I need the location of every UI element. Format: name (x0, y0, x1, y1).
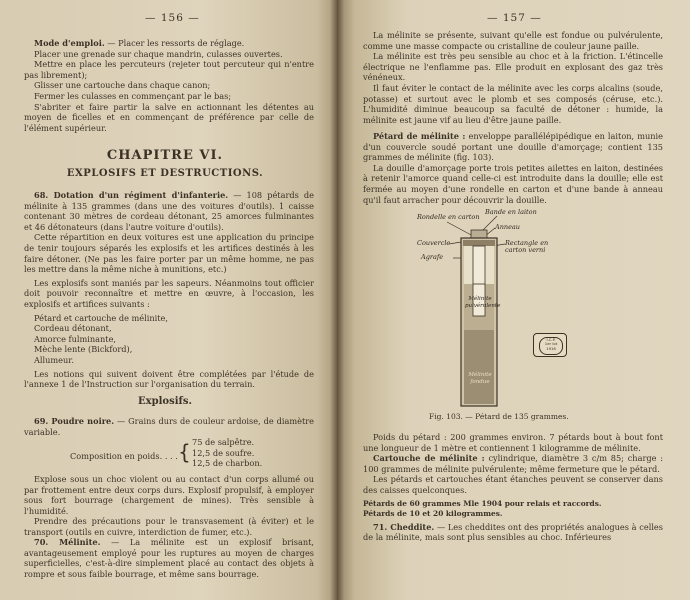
section-70-title: 70. Mélinite. (34, 537, 101, 547)
petard-text2: La douille d'amorçage porte trois petites ailettes en laiton, destinées à retenir l'amorce quand celle-ci est introduite dans la douille; elle est fermée au moyen d'une rondelle en carton et d'une bande à anneau qu'il faut arracher pour découvrir la douille. (363, 162, 663, 205)
section-68-text: — 108 pétards de mélinite à 135 grammes (dans une des voitures d'outils). 1 caisse contenant 30 mètres de cordeau détonant, 25 amorces fulminantes et 46 détonateurs (dans l'autre voiture d'outils). (24, 190, 314, 232)
label-pulverulente: Mélinite pulvérulente (465, 296, 501, 309)
section-69-text: — Grains durs de couleur ardoise, de diamètre variable. (24, 416, 314, 437)
paragraph: La mélinite est très peu sensible au choc et à la friction. L'étincelle électrique ne l'enflamme pas. Elle produit en explosant des gaz très vénéneux. (363, 51, 663, 83)
section-68 (24, 190, 314, 390)
mode-emploi-line: S'abriter et faire partir la salve en actionnant les détentes au moyen de ficelles et en commençant de préférence par celle de l'élément supérieur. (24, 101, 314, 133)
inspection-stamp (533, 333, 567, 357)
stamp-line: 1er lot (544, 341, 558, 347)
section-69 (24, 416, 314, 437)
section-70 (24, 537, 314, 579)
mode-emploi-line: Placer une grenade sur chaque mandrin, culasses ouvertes. (34, 48, 283, 59)
small-note: Pétards de 10 et 20 kilogrammes. (363, 508, 503, 518)
melinite-intro (363, 30, 663, 125)
list-item: Allumeur. (34, 354, 74, 365)
section-69-title: 69. Poudre noire. (34, 416, 115, 426)
cartouche-title: Cartouche de mélinite : (373, 453, 485, 464)
label-rectangle: Rectangle en carton verni (505, 239, 549, 254)
mode-emploi-line: — Placer les ressorts de réglage. (107, 38, 245, 48)
section-68-text3: Les explosifs sont maniés par les sapeurs. Néanmoins tout officier doit pouvoir reconnaître et mettre en œuvre, à l'occasion, les explosifs et artifices suivants : (24, 277, 314, 309)
composition-item: 12,5 de soufre. (192, 447, 255, 458)
composition-label: Composition en poids. . . . (70, 451, 178, 461)
label-fondue: Mélinite fondue (468, 372, 492, 385)
stamp-line: 1916 (546, 345, 556, 351)
section-71-text: — Les cheddites ont des propriétés analogues à celles de la mélinite, mais sont plus sensibles au choc. Inférieures (363, 521, 663, 543)
poids-section (363, 432, 663, 543)
stamp-line: I.C.P. (546, 337, 556, 342)
chapter-title: CHAPITRE VI. (106, 148, 224, 163)
page-number: — 156 — (145, 12, 200, 24)
mode-emploi-title: Mode d'emploi. (34, 38, 105, 48)
section-68-text4: Les notions qui suivent doivent être complétées par l'étude de l'annexe 1 de l'Instruction sur l'organisation du terrain. (24, 368, 314, 390)
mode-emploi-line: Fermer les culasses en commençant par le bas; (34, 90, 232, 101)
section-69-text3: Prendre des précautions pour le transvasement (à éviter) et le transport (outils en cuivre, interdiction de fumer, etc.). (24, 516, 314, 537)
label-bande: Bande en laiton (485, 208, 537, 216)
petard-title: Pétard de mélinite : (373, 131, 466, 141)
paragraph: La mélinite se présente, suivant qu'elle est fondue ou pulvérulente, comme une masse compacte ou cristalline de couleur jaune paille. (363, 30, 663, 51)
section-68-text2: Cette répartition en deux voitures est une application du principe de tenir toujours séparés les explosifs et les artifices destinés à les faire détoner. (Ne pas les faire porter par un même homme, ne pas les mettre dans la même niche à munitions, etc.) (24, 232, 314, 275)
composition-list (192, 437, 262, 469)
mode-emploi-section (24, 38, 314, 133)
composition-brace: { (178, 440, 191, 464)
label-agrafe: Agrafe (421, 253, 444, 261)
left-page (0, 0, 337, 600)
list-item: Pétard et cartouche de mélinite, (34, 312, 168, 323)
label-couvercle: Couvercle (417, 239, 451, 247)
section-70-text: — La mélinite est un explosif brisant, avantageusement employé pour les ruptures au moyen de charges superficielles, c'est-à-dire simplement placé au contact des objets à rompre et sous faible bourrage, et même sans bourrage. (24, 537, 314, 579)
book-gutter (330, 0, 344, 600)
composition-item: 12,5 de charbon. (192, 458, 263, 469)
paragraph: Poids du pétard : 200 grammes environ. 7 pétards bout à bout font une longueur de 1 mètre et contiennent 1 kilogramme de mélinite. (363, 432, 663, 453)
right-page (337, 0, 690, 600)
cartouche-text: cylindrique, diamètre 3 c/m 85; charge : 100 grammes de mélinite pulvérulente; même fermeture que le pétard. (363, 453, 663, 474)
section-69-body (24, 474, 314, 538)
paragraph: Il faut éviter le contact de la mélinite avec les corps alcalins (soude, potasse) et surtout avec le plomb et ses composés (céruse, etc.). L'humidité diminue beaucoup sa faculté de détoner : humide, la mélinite est jaune vif au lieu d'être jaune paille. (363, 82, 663, 125)
label-anneau: Anneau (495, 223, 520, 231)
section-69-text2: Explose sous un choc violent ou au contact d'un corps allumé ou par frottement entre deux corps durs. Explosif propulsif, à employer sous fort bourrage (chargement de mines). Très sensible à l'humidité. (24, 474, 314, 516)
mode-emploi-line: Glisser une cartouche dans chaque canon; (34, 80, 211, 91)
list-item: Mèche lente (Bickford), (34, 344, 133, 355)
cartouche-text2: Les pétards et cartouches étant étanches peuvent se conserver dans des caisses quelconques. (363, 474, 663, 495)
mode-emploi-line: Mettre en place les percuteurs (rejeter tout percuteur qui n'entre pas librement); (24, 59, 314, 80)
stamp-inner (539, 337, 563, 355)
section-68-title: 68. Dotation d'un régiment d'infanterie. (34, 190, 229, 200)
list-item: Amorce fulminante, (34, 333, 117, 344)
page-number: — 157 — (487, 12, 542, 24)
petard-section (363, 131, 663, 205)
petard-text: enveloppe parallélépipédique en laiton, munie d'un couvercle soudé portant une douille d'amorçage; contient 135 grammes de mélinite (fig. 103). (363, 131, 663, 163)
figure-caption: Fig. 103. — Pétard de 135 grammes. (429, 412, 569, 421)
section-71-title: 71. Cheddite. (373, 521, 435, 532)
explosifs-heading: Explosifs. (138, 396, 192, 407)
composition-item: 75 de salpêtre. (192, 437, 255, 447)
chapter-subtitle: EXPLOSIFS ET DESTRUCTIONS. (66, 168, 264, 179)
list-item: Cordeau détonant, (34, 323, 112, 334)
label-rondelle: Rondelle en carton (417, 213, 480, 221)
small-note: Pétards de 60 grammes Mle 1904 pour relais et raccords. (363, 498, 602, 508)
